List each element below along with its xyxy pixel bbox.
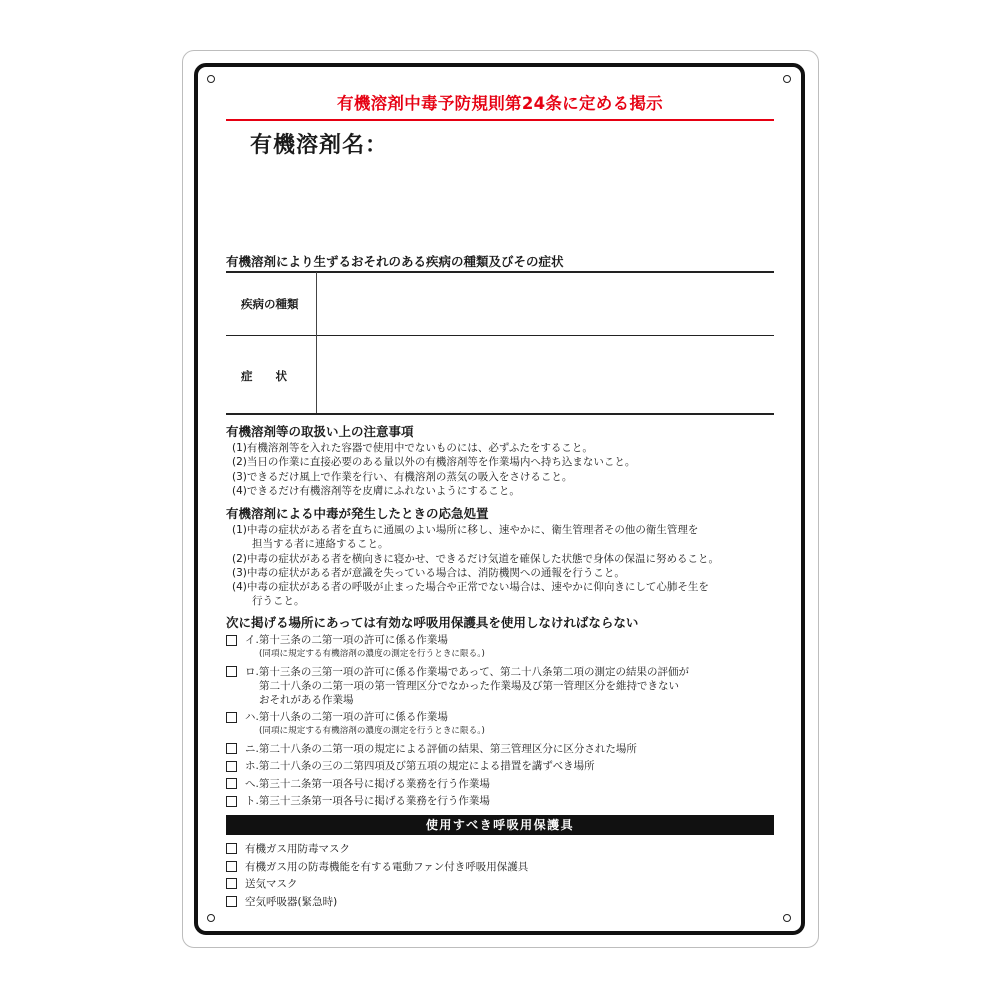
ppe-item xyxy=(226,875,528,893)
table-middle-rule xyxy=(226,335,774,336)
ppe-label: 有機ガス用防毒マスク xyxy=(245,843,350,856)
place-text: へ.第三十二条第一項各号に掲げる業務を行う作業場 xyxy=(245,777,490,790)
ppe-list xyxy=(226,840,528,910)
place-text: ハ.第十八条の二第一項の許可に係る作業場 xyxy=(245,711,448,723)
checkbox[interactable] xyxy=(226,743,237,754)
emergency-item: (4)中毒の症状がある者の呼吸が止まった場合や正常でない場合は、速やかに仰向きにして心肺そ生を xyxy=(232,581,709,594)
checkbox[interactable] xyxy=(226,712,237,723)
place-text: 第二十八条の二第一項の第一管理区分でなかった作業場及び第一管理区分を維持できない xyxy=(259,679,679,692)
checkbox[interactable] xyxy=(226,878,237,889)
symptom-label: 症 状 xyxy=(241,369,287,383)
disease-section-title: 有機溶剤により生ずるおそれのある疾病の種類及びその症状 xyxy=(226,254,564,269)
handling-list xyxy=(232,441,780,498)
handling-item: (2)当日の作業に直接必要のある量以外の有機溶剤等を作業場内へ持ち込まないこと。 xyxy=(232,456,636,469)
table-top-rule xyxy=(226,271,774,273)
place-item xyxy=(226,794,786,808)
place-item xyxy=(226,759,786,773)
ppe-label: 有機ガス用の防毒機能を有する電動ファン付き呼吸用保護具 xyxy=(245,860,529,873)
table-column-rule xyxy=(316,272,317,413)
place-text: ロ.第十三条の三第一項の許可に係る作業場であって、第二十八条第二項の測定の結果の評価が xyxy=(245,665,690,678)
checkbox[interactable] xyxy=(226,761,237,772)
place-item xyxy=(226,777,786,791)
places-title: 次に掲げる場所にあっては有効な呼吸用保護具を使用しなければならない xyxy=(226,615,639,630)
emergency-item-continuation: 行うこと。 xyxy=(252,595,305,608)
header-rule xyxy=(226,119,774,121)
place-text: ニ.第二十八条の二第一項の規定による評価の結果、第三管理区分に区分された場所 xyxy=(245,742,637,755)
emergency-item: (1)中毒の症状がある者を直ちに通風のよい場所に移し、速やかに、衛生管理者その他の衛生管理を xyxy=(232,524,699,536)
mounting-hole-bottom-left xyxy=(207,914,215,922)
checkbox[interactable] xyxy=(226,896,237,907)
mounting-hole-top-right xyxy=(783,75,791,83)
solvent-name-label: 有機溶剤名： xyxy=(250,133,389,158)
ppe-label: 空気呼吸器(緊急時) xyxy=(245,895,338,908)
place-item xyxy=(226,665,786,707)
sign-header: 有機溶剤中毒予防規則第24条に定める掲示 xyxy=(337,94,663,113)
ppe-item xyxy=(226,893,528,911)
disease-type-label: 疾病の種類 xyxy=(241,297,299,311)
emergency-item-continuation: 担当する者に連絡すること。 xyxy=(252,538,389,551)
handling-item: (4)できるだけ有機溶剤等を皮膚にふれないようにすること。 xyxy=(232,484,520,497)
place-text: おそれがある作業場 xyxy=(259,693,354,706)
handling-title: 有機溶剤等の取扱い上の注意事項 xyxy=(226,424,414,439)
handling-item: (3)できるだけ風上で作業を行い、有機溶剤の蒸気の吸入をさけること。 xyxy=(232,470,573,483)
mounting-hole-top-left xyxy=(207,75,215,83)
mounting-hole-bottom-right xyxy=(783,914,791,922)
ppe-label: 送気マスク xyxy=(245,878,298,891)
emergency-item: (3)中毒の症状がある者が意識を失っている場合は、消防機関への通報を行うこと。 xyxy=(232,566,625,579)
place-text: ホ.第二十八条の三の二第四項及び第五項の規定による措置を講ずべき場所 xyxy=(245,760,595,772)
emergency-item: (2)中毒の症状がある者を横向きに寝かせ、できるだけ気道を確保した状態で身体の保温に努めること。 xyxy=(232,552,720,565)
checkbox[interactable] xyxy=(226,796,237,807)
handling-item: (1)有機溶剤等を入れた容器で使用中でないものには、必ずふたをすること。 xyxy=(232,442,593,454)
table-bottom-rule xyxy=(226,413,774,415)
place-note: (同項に規定する有機溶剤の濃度の測定を行うときに限る。) xyxy=(259,649,485,659)
place-text: ト.第三十三条第一項各号に掲げる業務を行う作業場 xyxy=(245,795,490,807)
checkbox[interactable] xyxy=(226,861,237,872)
place-item xyxy=(226,742,786,756)
emergency-list xyxy=(232,523,780,609)
places-list xyxy=(226,633,786,812)
place-item xyxy=(226,710,786,738)
checkbox[interactable] xyxy=(226,778,237,789)
place-note: (同項に規定する有機溶剤の濃度の測定を行うときに限る。) xyxy=(259,726,485,736)
ppe-item xyxy=(226,858,528,876)
checkbox[interactable] xyxy=(226,666,237,677)
checkbox[interactable] xyxy=(226,635,237,646)
emergency-title: 有機溶剤による中毒が発生したときの応急処置 xyxy=(226,506,489,521)
checkbox[interactable] xyxy=(226,843,237,854)
place-text: イ.第十三条の二第一項の許可に係る作業場 xyxy=(245,634,448,646)
ppe-title-bar: 使用すべき呼吸用保護具 xyxy=(226,815,774,835)
ppe-item xyxy=(226,840,528,858)
place-item xyxy=(226,633,786,661)
